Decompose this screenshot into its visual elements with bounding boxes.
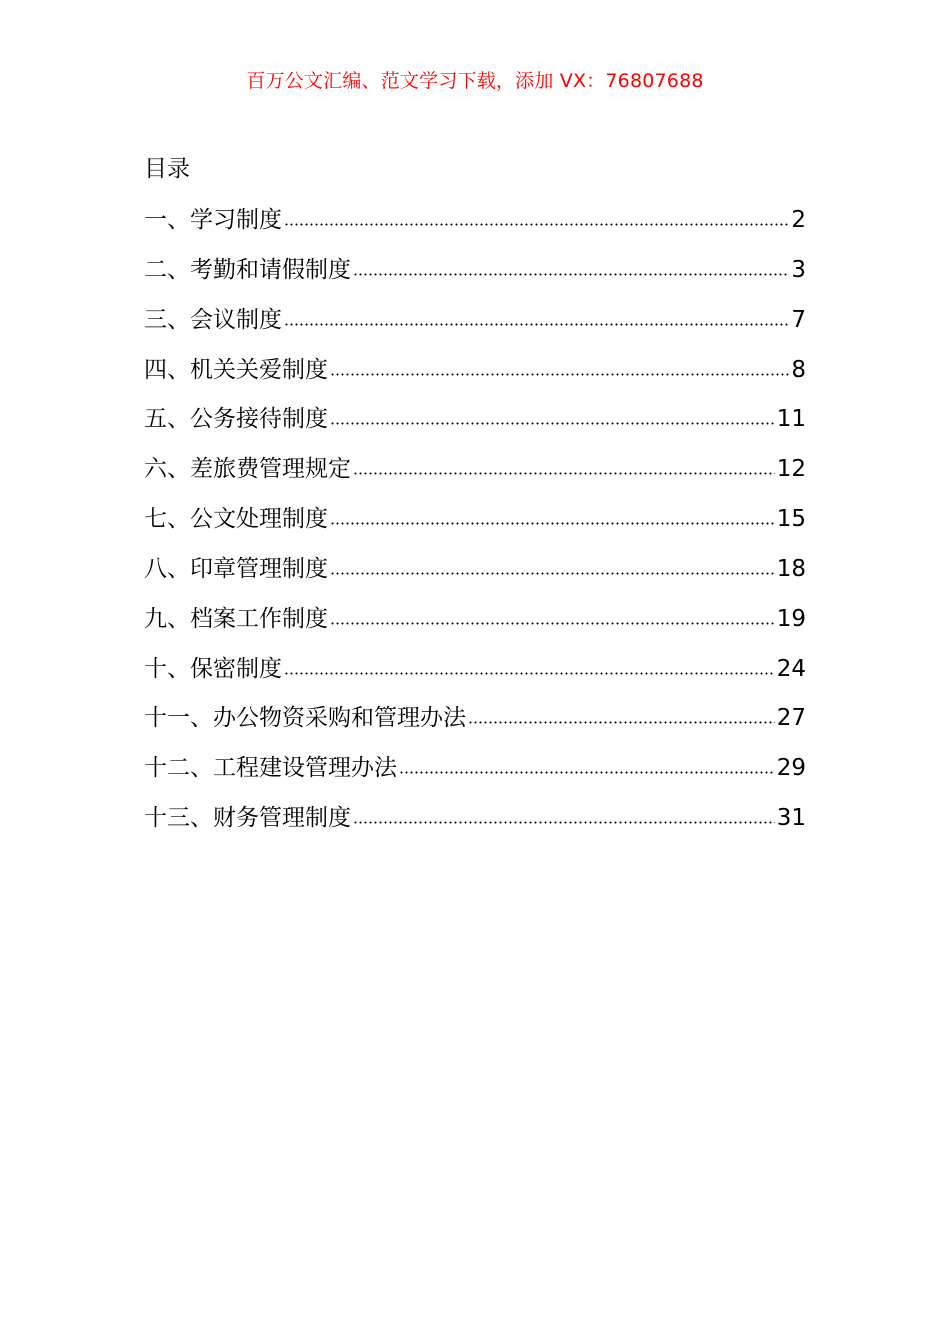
toc-dot-leader [284,672,775,675]
toc-entry-label: 十一、办公物资采购和管理办法 [144,705,466,732]
toc-entry-label: 一、学习制度 [144,207,282,233]
toc-entry-11[interactable] [144,701,806,751]
toc-entry-10[interactable] [144,652,806,702]
toc-entry-page: 7 [791,306,806,333]
toc-entry-5[interactable] [144,402,806,452]
toc-dot-leader [353,821,775,824]
toc-entry-label: 七、公文处理制度 [144,506,328,533]
toc-title: 目录 [144,156,190,182]
toc-entry-9[interactable] [144,602,806,652]
toc-dot-leader [330,422,775,425]
toc-dot-leader [284,323,789,326]
toc-entry-page: 24 [776,655,806,682]
toc-entry-1[interactable] [144,203,806,253]
toc-dot-leader [353,472,775,475]
toc-dot-leader [468,721,775,724]
toc-entry-page: 19 [776,605,806,632]
toc-entry-page: 11 [776,406,806,433]
toc-entry-label: 四、机关关爱制度 [144,356,328,383]
toc-entry-page: 8 [791,356,806,383]
toc-entry-label: 六、差旅费管理规定 [144,456,351,483]
toc-dot-leader [330,373,789,376]
toc-entry-label: 十二、工程建设管理办法 [144,755,397,782]
toc-entry-6[interactable] [144,452,806,502]
toc-dot-leader [330,572,775,575]
toc-dot-leader [353,273,789,276]
toc-entry-label: 二、考勤和请假制度 [144,256,351,283]
toc-dot-leader [399,771,775,774]
toc-entry-page: 27 [776,705,806,732]
toc-entry-page: 2 [791,207,806,233]
toc-entry-label: 五、公务接待制度 [144,406,328,433]
toc-entry-label: 十、保密制度 [144,655,282,682]
toc-dot-leader [330,622,775,625]
toc-entry-page: 15 [776,506,806,533]
toc-entry-label: 八、印章管理制度 [144,555,328,582]
toc-entry-7[interactable] [144,502,806,552]
toc-dot-leader [330,522,775,525]
header-watermark-note: 百万公文汇编、范文学习下载，添加 VX：76807688 [246,70,704,92]
toc-entry-label: 三、会议制度 [144,306,282,333]
toc-entry-2[interactable] [144,253,806,303]
toc-entry-3[interactable] [144,303,806,353]
toc-entry-label: 十三、财务管理制度 [144,805,351,832]
toc-entry-8[interactable] [144,552,806,602]
toc-dot-leader [284,223,789,226]
toc-entry-12[interactable] [144,751,806,801]
table-of-contents [144,203,806,851]
toc-entry-label: 九、档案工作制度 [144,605,328,632]
toc-entry-13[interactable] [144,801,806,851]
toc-entry-4[interactable] [144,353,806,403]
toc-entry-page: 18 [776,555,806,582]
toc-entry-page: 31 [776,805,806,832]
toc-entry-page: 3 [791,256,806,283]
toc-entry-page: 29 [776,755,806,782]
toc-entry-page: 12 [776,456,806,483]
